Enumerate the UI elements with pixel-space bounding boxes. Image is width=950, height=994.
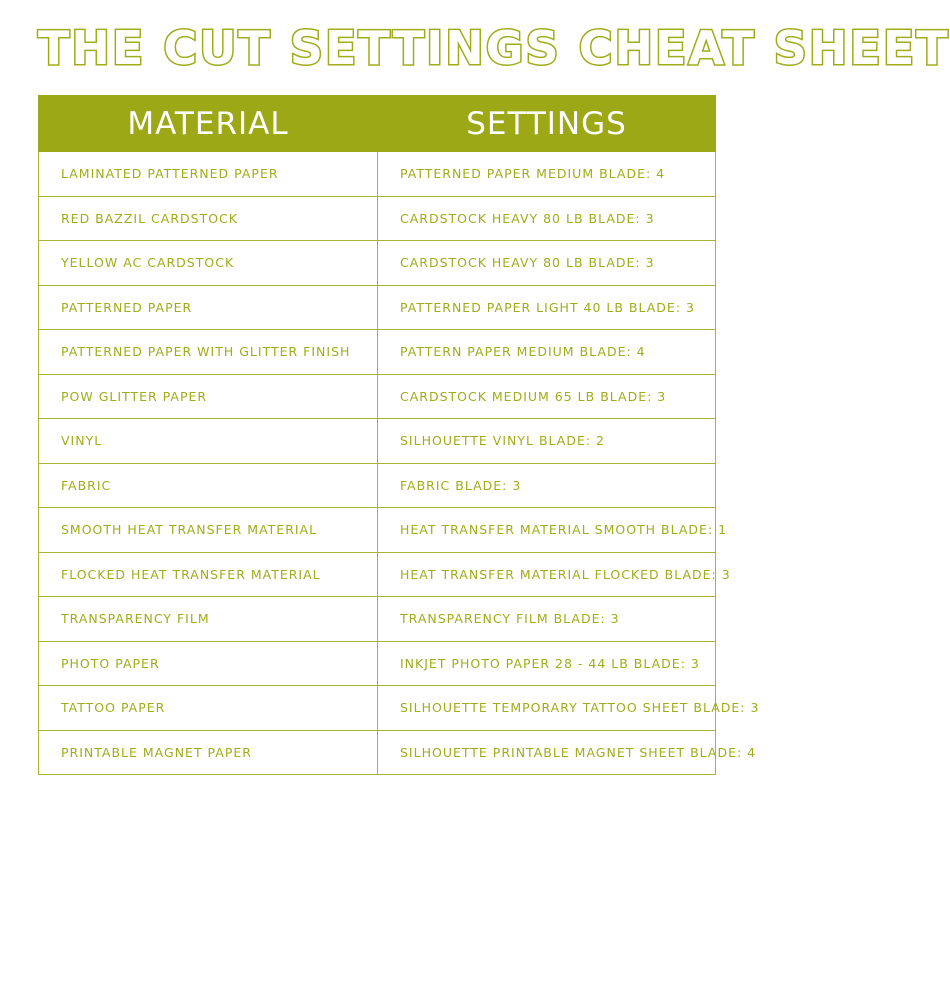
table-row bbox=[39, 597, 716, 642]
material-cell: PRINTABLE MAGNET PAPER bbox=[39, 730, 378, 775]
settings-cell: PATTERNED PAPER LIGHT 40 LB BLADE: 3 bbox=[378, 285, 716, 330]
settings-cell: PATTERN PAPER MEDIUM BLADE: 4 bbox=[378, 330, 716, 375]
column-header-settings: SETTINGS bbox=[378, 96, 716, 152]
material-cell: RED BAZZIL CARDSTOCK bbox=[39, 196, 378, 241]
table-row bbox=[39, 152, 716, 197]
material-cell: PHOTO PAPER bbox=[39, 641, 378, 686]
settings-cell: CARDSTOCK HEAVY 80 LB BLADE: 3 bbox=[378, 196, 716, 241]
table-row bbox=[39, 508, 716, 553]
material-cell: YELLOW AC CARDSTOCK bbox=[39, 241, 378, 286]
table-row bbox=[39, 285, 716, 330]
table-row bbox=[39, 730, 716, 775]
material-cell: PATTERNED PAPER WITH GLITTER FINISH bbox=[39, 330, 378, 375]
settings-cell: SILHOUETTE VINYL BLADE: 2 bbox=[378, 419, 716, 464]
column-header-material: MATERIAL bbox=[39, 96, 378, 152]
material-cell: VINYL bbox=[39, 419, 378, 464]
material-cell: POW GLITTER PAPER bbox=[39, 374, 378, 419]
table-row bbox=[39, 463, 716, 508]
table-header bbox=[39, 96, 716, 152]
material-cell: FLOCKED HEAT TRANSFER MATERIAL bbox=[39, 552, 378, 597]
settings-cell: HEAT TRANSFER MATERIAL SMOOTH BLADE: 1 bbox=[378, 508, 716, 553]
material-cell: TATTOO PAPER bbox=[39, 686, 378, 731]
table-row bbox=[39, 641, 716, 686]
material-cell: TRANSPARENCY FILM bbox=[39, 597, 378, 642]
table-row bbox=[39, 552, 716, 597]
table-row bbox=[39, 419, 716, 464]
table-row bbox=[39, 686, 716, 731]
settings-cell: SILHOUETTE TEMPORARY TATTOO SHEET BLADE: 3 bbox=[378, 686, 716, 731]
table-row bbox=[39, 196, 716, 241]
settings-cell: FABRIC BLADE: 3 bbox=[378, 463, 716, 508]
material-cell: PATTERNED PAPER bbox=[39, 285, 378, 330]
table-row bbox=[39, 374, 716, 419]
header-row bbox=[39, 96, 716, 152]
settings-cell: HEAT TRANSFER MATERIAL FLOCKED BLADE: 3 bbox=[378, 552, 716, 597]
table-body bbox=[39, 152, 760, 775]
material-cell: FABRIC bbox=[39, 463, 378, 508]
page-title: THE CUT SETTINGS CHEAT SHEET bbox=[38, 21, 950, 75]
material-cell: SMOOTH HEAT TRANSFER MATERIAL bbox=[39, 508, 378, 553]
table-row bbox=[39, 241, 716, 286]
table-row bbox=[39, 330, 716, 375]
settings-cell: CARDSTOCK MEDIUM 65 LB BLADE: 3 bbox=[378, 374, 716, 419]
material-cell: LAMINATED PATTERNED PAPER bbox=[39, 152, 378, 197]
settings-cell: PATTERNED PAPER MEDIUM BLADE: 4 bbox=[378, 152, 716, 197]
settings-cell: SILHOUETTE PRINTABLE MAGNET SHEET BLADE: 4 bbox=[378, 730, 716, 775]
settings-cell: INKJET PHOTO PAPER 28 - 44 LB BLADE: 3 bbox=[378, 641, 716, 686]
settings-cell: CARDSTOCK HEAVY 80 LB BLADE: 3 bbox=[378, 241, 716, 286]
settings-cell: TRANSPARENCY FILM BLADE: 3 bbox=[378, 597, 716, 642]
cut-settings-table bbox=[38, 95, 760, 775]
